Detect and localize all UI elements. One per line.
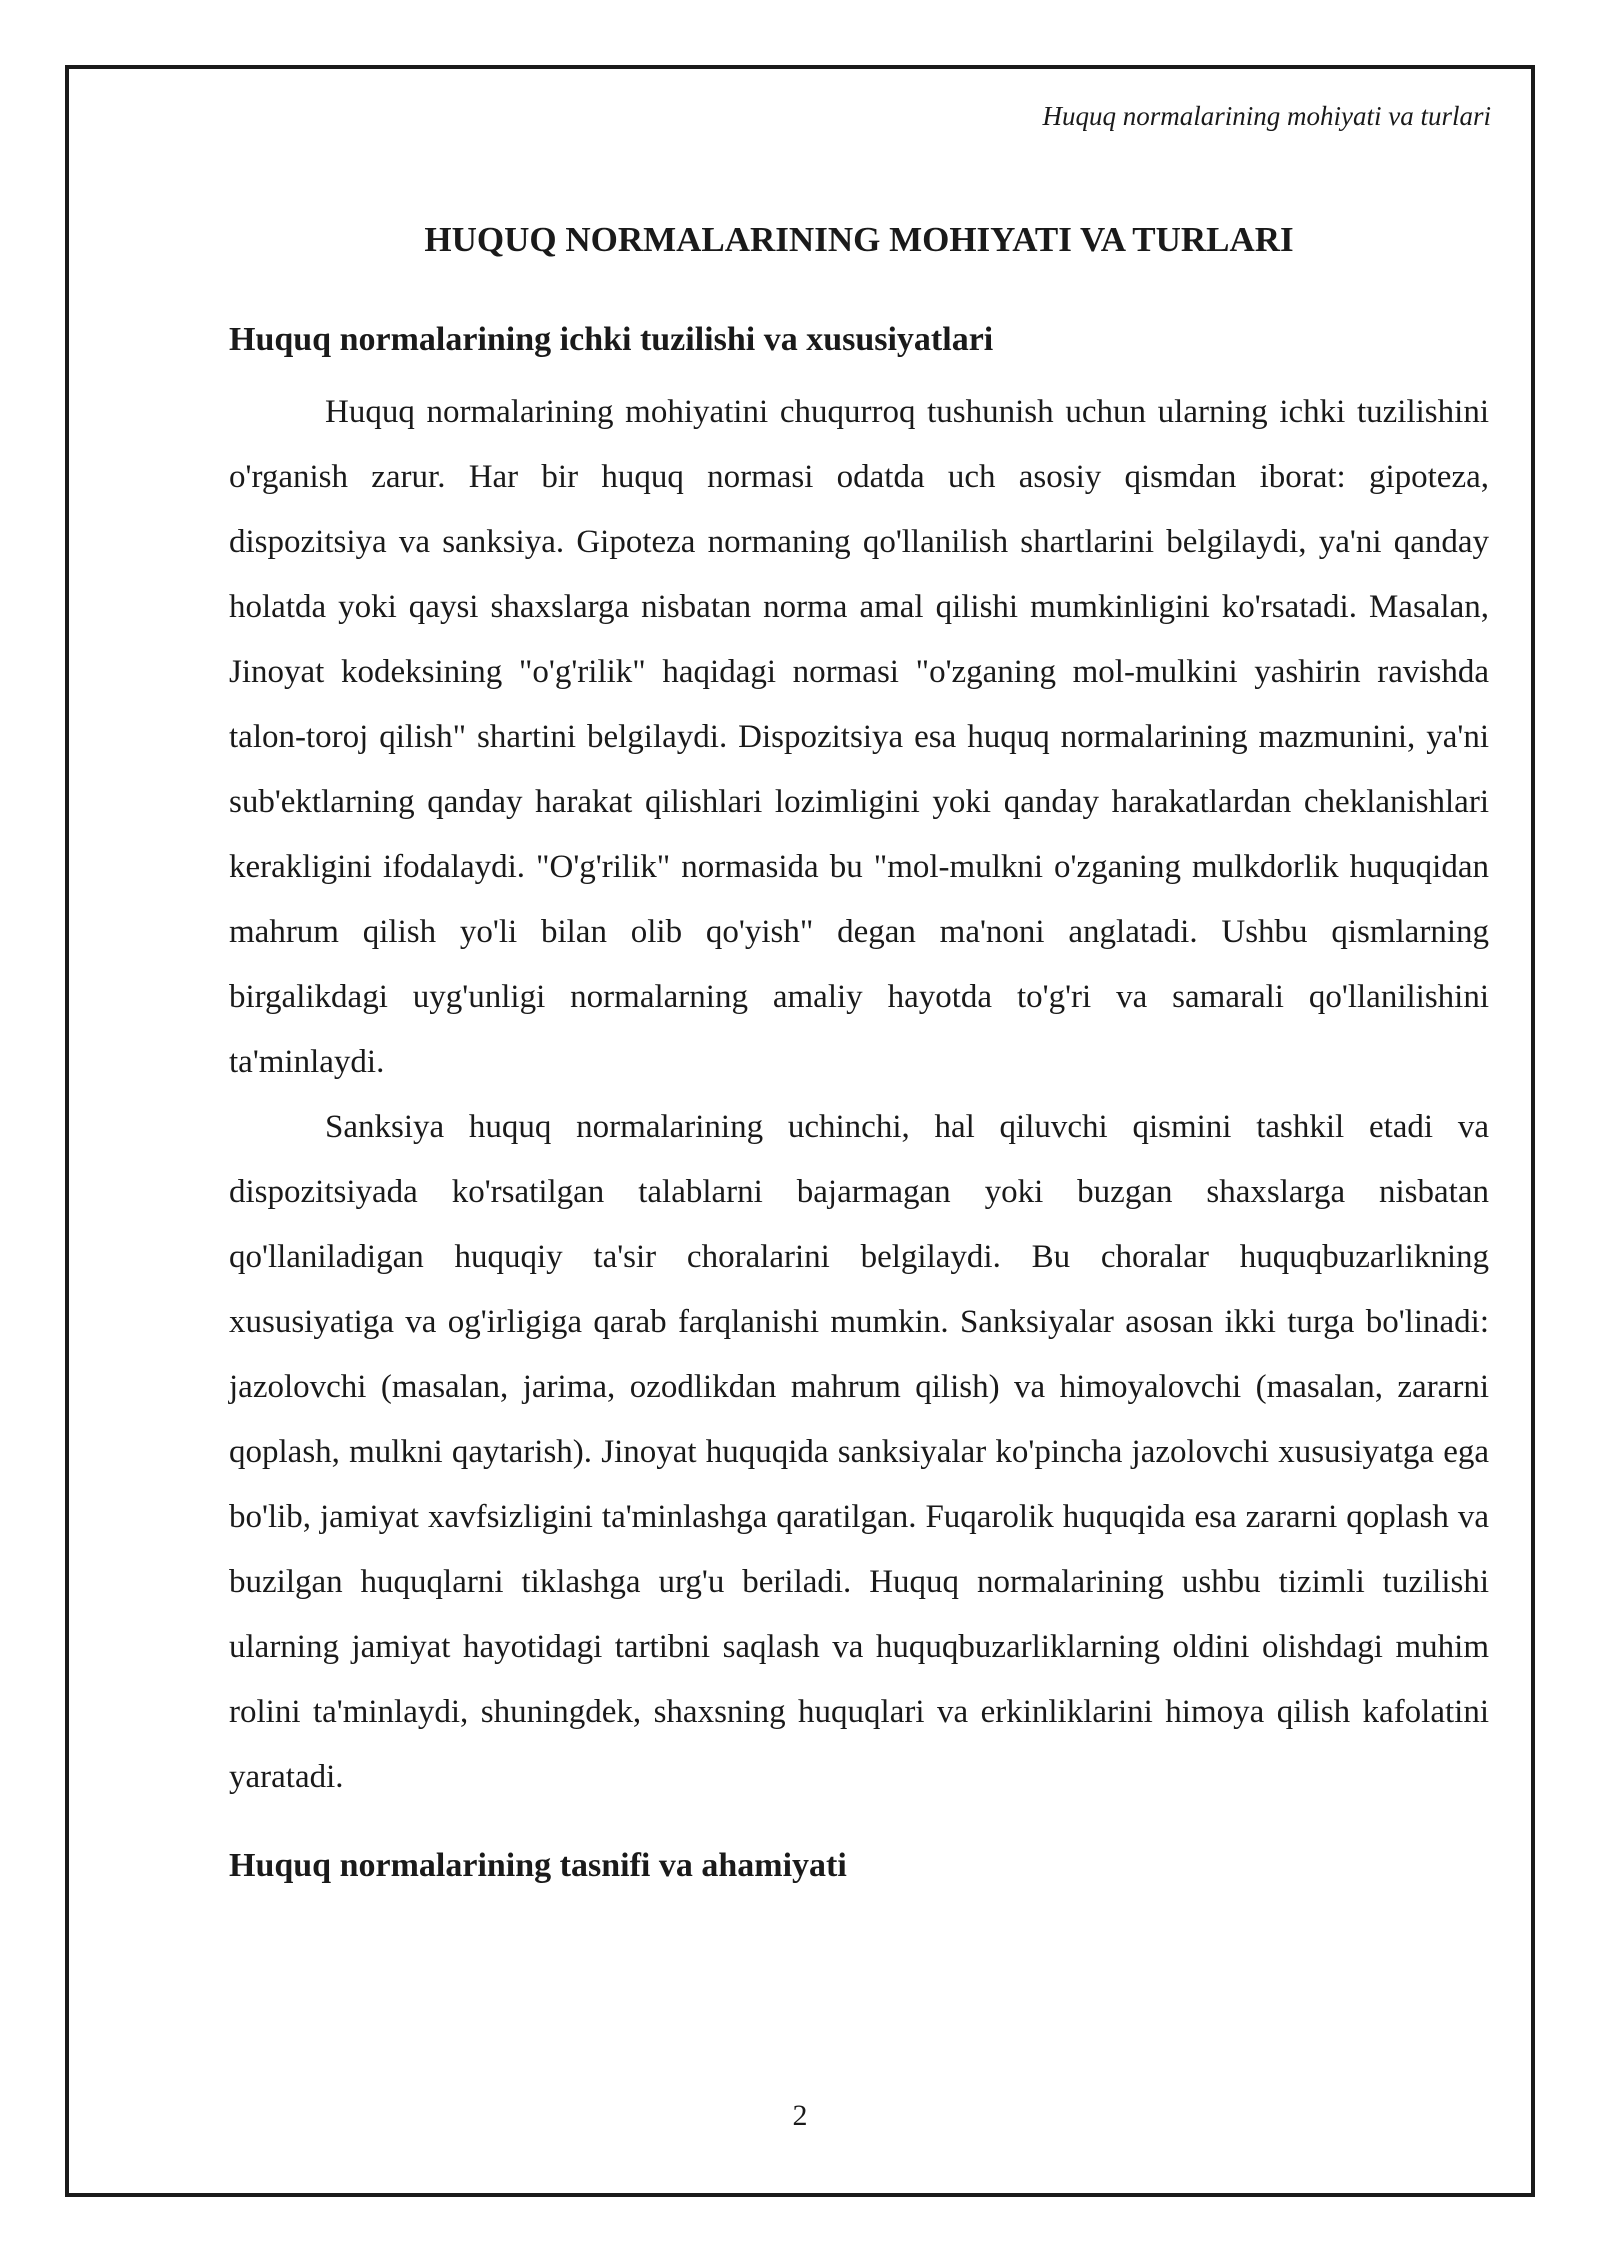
section-heading-classification: Huquq normalarining tasnifi va ahamiyati <box>229 1847 847 1884</box>
document-title: HUQUQ NORMALARINING MOHIYATI VA TURLARI <box>424 220 1294 259</box>
page-number: 2 <box>792 2099 808 2132</box>
section-heading-structure: Huquq normalarining ichki tuzilishi va xususiyatlari <box>229 321 994 358</box>
paragraph-sanction: Sanksiya huquq normalarining uchinchi, hal qiluvchi qismini tashkil etadi va dispozitsiyada ko'rsatilgan talablarni bajarmagan yoki buzgan shaxslarga nisbatan qo'llaniladigan huquqiy ta'sir choralarini belgilaydi. Bu choralar huquqbuzarlikning xususiyatiga va og'irligiga qarab farqlanishi mumkin. Sanksiyalar asosan ikki turga bo'linadi: jazolovchi (masalan, jarima, ozodlikdan mahrum qilish) va himoyalovchi (masalan, zararni qoplash, mulkni qaytarish). Jinoyat huquqida sanksiyalar ko'pincha jazolovchi xususiyatga ega bo'lib, jamiyat xavfsizligini ta'minlashga qaratilgan. Fuqarolik huquqida esa zararni qoplash va buzilgan huquqlarni tiklashga urg'u beriladi. Huquq normalarining ushbu tizimli tuzilishi ularning jamiyat hayotidagi tartibni saqlash va huquqbuzarliklarning oldini olishdagi muhim rolini ta'minlaydi, shuningdek, shaxsning huquqlari va erkinliklarini himoya qilish kafolatini yaratadi. <box>229 1109 1489 1795</box>
document-body <box>229 210 1489 1906</box>
running-header: Huquq normalarining mohiyati va turlari <box>1042 101 1491 131</box>
paragraph-structure: Huquq normalarining mohiyatini chuqurroq tushunish uchun ularning ichki tuzilishini o'rganish zarur. Har bir huquq normasi odatda uch asosiy qismdan iborat: gipoteza, dispozitsiya va sanksiya. Gipoteza normaning qo'llanilish shartlarini belgilaydi, ya'ni qanday holatda yoki qaysi shaxslarga nisbatan norma amal qilishi mumkinligini ko'rsatadi. Masalan, Jinoyat kodeksining "o'g'rilik" haqidagi normasi "o'zganing mol-mulkini yashirin ravishda talon-toroj qilish" shartini belgilaydi. Dispozitsiya esa huquq normalarining mazmunini, ya'ni sub'ektlarning qanday harakat qilishlari lozimligini yoki qanday harakatlardan cheklanishlari kerakligini ifodalaydi. "O'g'rilik" normasida bu "mol-mulkni o'zganing mulkdorlik huquqidan mahrum qilish yo'li bilan olib qo'yish" degan ma'noni anglatadi. Ushbu qismlarning birgalikdagi uyg'unligi normalarning amaliy hayotda to'g'ri va samarali qo'llanilishini ta'minlaydi. <box>229 394 1489 1080</box>
